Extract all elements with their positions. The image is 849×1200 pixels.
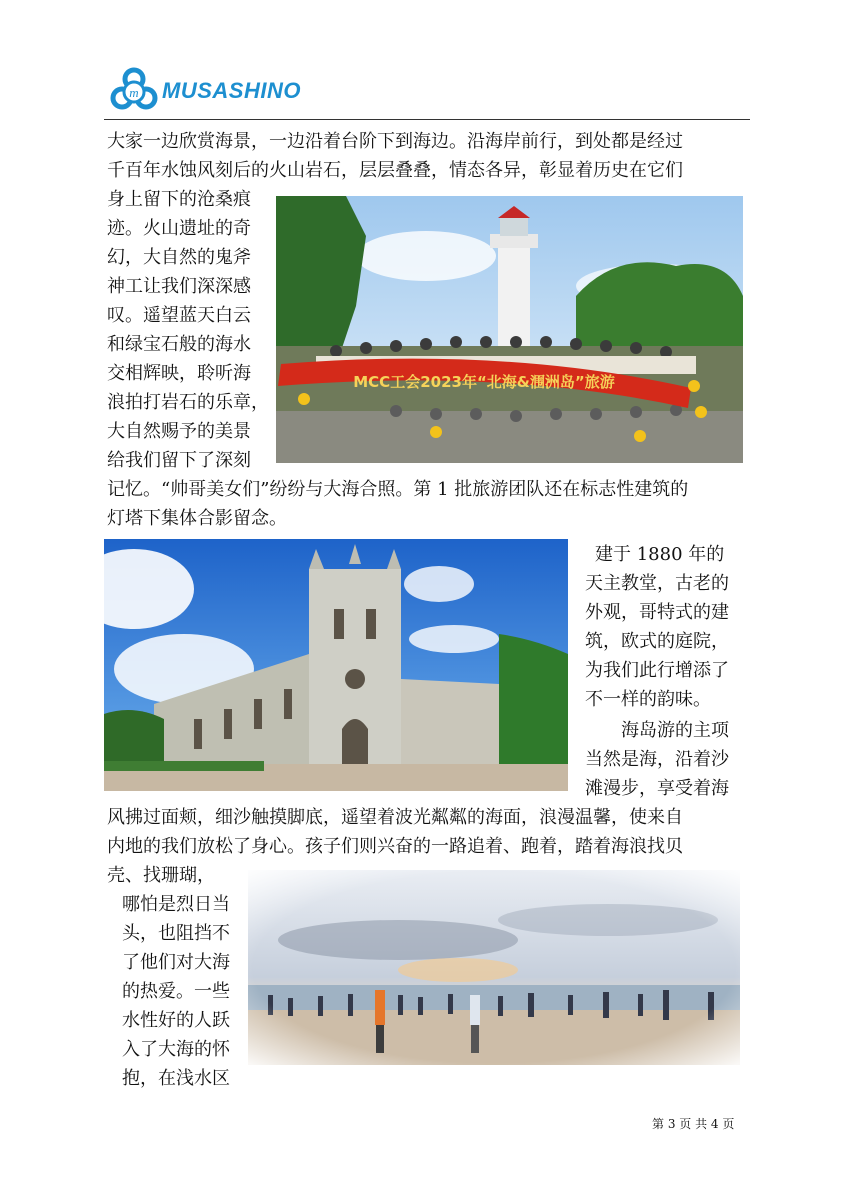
text-line: 神工让我们深深感 — [107, 276, 251, 297]
text-line: 幻，大自然的鬼斧 — [107, 247, 251, 268]
page-number: 第 3 页 共 4 页 — [652, 1117, 735, 1131]
text-line: 给我们留下了深刻 — [107, 450, 251, 471]
text-line: 的热爱。一些 — [122, 981, 230, 1002]
text-line: 抱，在浅水区 — [122, 1068, 230, 1089]
text-line: 浪拍打岩石的乐章， — [107, 392, 269, 413]
text-line: 壳、找珊瑚， — [107, 865, 215, 886]
text-line: 头，也阻挡不 — [122, 923, 230, 944]
svg-text:m: m — [129, 85, 139, 100]
text-line: 建于 1880 年的 — [595, 544, 725, 565]
text-line: 筑，欧式的庭院， — [585, 631, 729, 652]
text-line: 滩漫步，享受着海 — [585, 778, 729, 799]
text-line: 和绿宝石般的海水 — [107, 334, 251, 355]
text-line: 海岛游的主项 — [621, 720, 729, 741]
text-line: 入了大海的怀 — [122, 1039, 230, 1060]
text-line: 为我们此行增添了 — [585, 660, 729, 681]
text-line: 迹。火山遗址的奇 — [107, 218, 251, 239]
church-photo — [104, 539, 568, 791]
text-line: 了他们对大海 — [122, 952, 230, 973]
logo-text: MUSASHINO — [162, 78, 301, 103]
text-line: 外观，哥特式的建 — [585, 602, 729, 623]
text-line: 大自然赐予的美景 — [107, 421, 251, 442]
text-line: 交相辉映，聆听海 — [107, 363, 251, 384]
text-line: 风拂过面颊，细沙触摸脚底，遥望着波光粼粼的海面，浪漫温馨，使来自 — [107, 807, 683, 828]
text-line: 水性好的人跃 — [122, 1010, 230, 1031]
text-line: 大家一边欣赏海景，一边沿着台阶下到海边。沿海岸前行，到处都是经过 — [107, 131, 683, 152]
text-line: 天主教堂，古老的 — [585, 573, 729, 594]
text-line: 叹。遥望蓝天白云 — [107, 305, 251, 326]
text-line: 灯塔下集体合影留念。 — [107, 508, 287, 529]
header-divider — [104, 119, 750, 120]
text-line: 千百年水蚀风刻后的火山岩石，层层叠叠，情态各异，彰显着历史在它们 — [107, 160, 683, 181]
beach-photo — [248, 870, 740, 1065]
lighthouse-group-photo — [276, 196, 743, 463]
group-banner-text: MCC工会2023年“北海&涠洲岛”旅游 — [353, 373, 615, 391]
text-line: 当然是海，沿着沙 — [585, 749, 729, 770]
text-line: 记忆。“帅哥美女们”纷纷与大海合照。第 1 批旅游团队还在标志性建筑的 — [107, 479, 689, 500]
text-line: 内地的我们放松了身心。孩子们则兴奋的一路追着、跑着，踏着海浪找贝 — [107, 836, 683, 857]
text-line: 身上留下的沧桑痕 — [107, 189, 251, 210]
text-line: 不一样的韵味。 — [585, 689, 711, 710]
text-line: 哪怕是烈日当 — [122, 894, 230, 915]
logo-mark-icon — [108, 66, 160, 114]
